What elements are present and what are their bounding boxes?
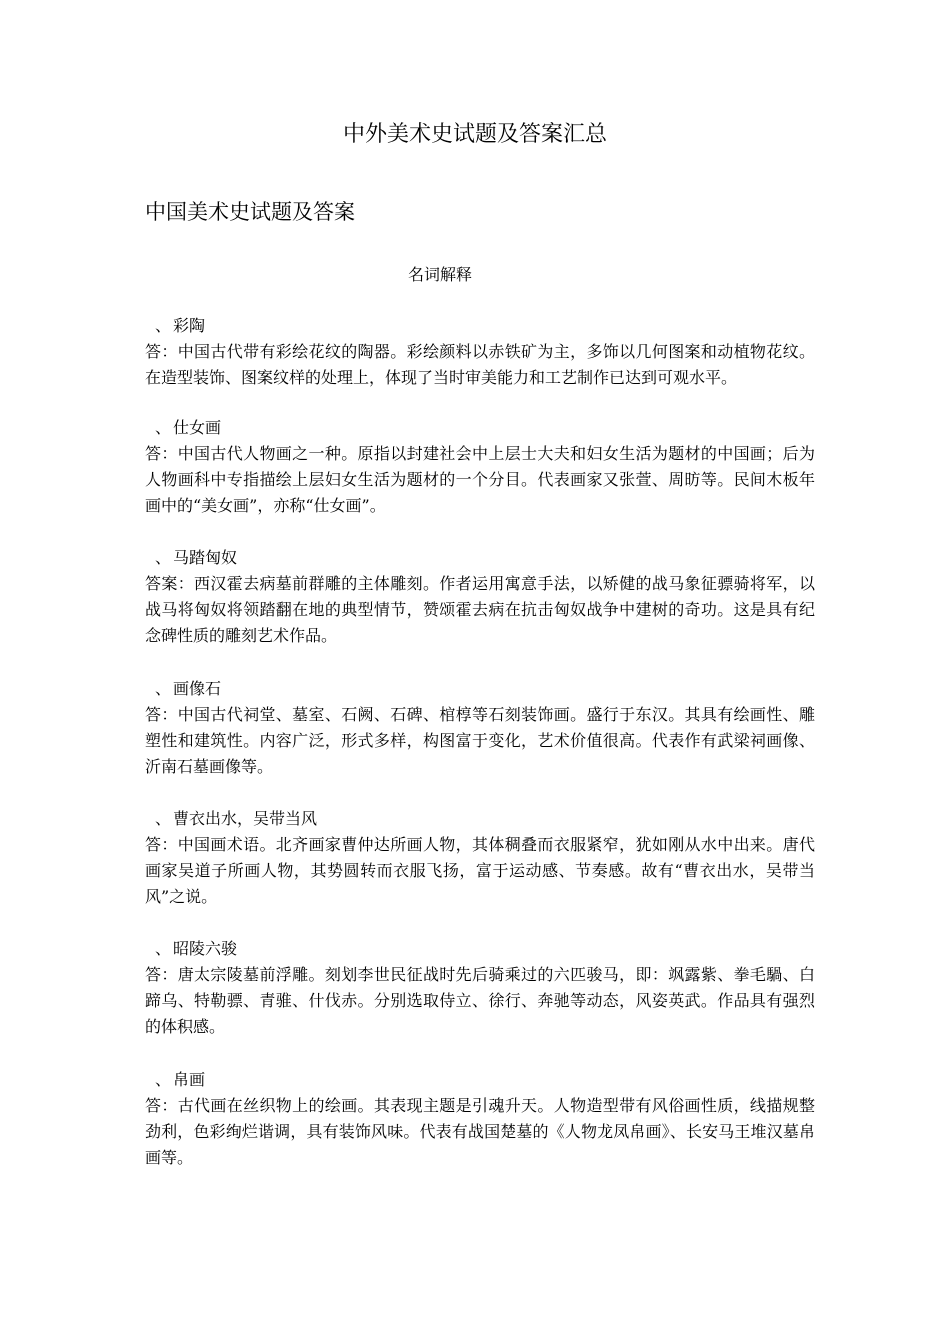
- section-title: 中国美术史试题及答案: [145, 200, 355, 224]
- entry-answer: 答：中国古代带有彩绘花纹的陶器。彩绘颜料以赤铁矿为主，多饰以几何图案和动植物花纹。在造型装饰、图案纹样的处理上，体现了当时审美能力和工艺制作已达到可观水平。: [145, 342, 815, 387]
- entry-term-text: 帛画: [173, 1070, 206, 1089]
- entry-term-text: 画像石: [173, 679, 222, 698]
- entry-prefix: 、: [155, 809, 172, 828]
- entry-prefix: 、: [155, 548, 172, 567]
- entry-list: [145, 313, 815, 1195]
- entry-term-text: 仕女画: [173, 418, 222, 437]
- entry-term: [145, 806, 815, 832]
- entry-prefix: 、: [155, 316, 172, 335]
- entry-term: [145, 545, 815, 571]
- entry-term: [145, 415, 815, 441]
- entry-item: [145, 313, 815, 391]
- entry-prefix: 、: [155, 418, 172, 437]
- document-title: 中外美术史试题及答案汇总: [342, 122, 607, 147]
- entry-term: [145, 313, 815, 339]
- entry-item: [145, 1067, 815, 1171]
- entry-prefix: 、: [155, 679, 172, 698]
- entry-answer: 答：唐太宗陵墓前浮雕。刻划李世民征战时先后骑乘过的六匹骏马，即：飒露紫、拳毛騧、白蹄乌、特勒骠、青骓、什伐赤。分别选取侍立、徐行、奔驰等动态，风姿英武。作品具有强烈的体积感。: [145, 965, 815, 1036]
- entry-answer: 答：中国古代祠堂、墓室、石阙、石碑、棺椁等石刻装饰画。盛行于东汉。其具有绘画性、雕塑性和建筑性。内容广泛，形式多样，构图富于变化，艺术价值很高。代表作有武梁祠画像、沂南石墓画像等。: [145, 705, 815, 776]
- entry-term: [145, 936, 815, 962]
- entry-prefix: 、: [155, 939, 172, 958]
- entry-item: [145, 415, 815, 519]
- sub-heading: 名词解释: [407, 265, 472, 284]
- entry-term-text: 昭陵六骏: [173, 939, 238, 958]
- entry-answer: 答：古代画在丝织物上的绘画。其表现主题是引魂升天。人物造型带有风俗画性质，线描规整劲利，色彩绚烂谐调，具有装饰风味。代表有战国楚墓的《人物龙凤帛画》、长安马王堆汉墓帛画等。: [145, 1096, 815, 1167]
- entry-answer: 答：中国画术语。北齐画家曹仲达所画人物，其体稠叠而衣服紧窄，犹如刚从水中出来。唐代画家吴道子所画人物，其势圆转而衣服飞扬，富于运动感、节奏感。故有“曹衣出水，吴带当风”之说。: [145, 835, 815, 906]
- entry-answer: 答案：西汉霍去病墓前群雕的主体雕刻。作者运用寓意手法，以矫健的战马象征骠骑将军，以战马将匈奴将领踏翻在地的典型情节，赞颂霍去病在抗击匈奴战争中建树的奇功。这是具有纪念碑性质的雕刻艺术作品。: [145, 574, 815, 645]
- entry-item: [145, 545, 815, 649]
- entry-item: [145, 676, 815, 780]
- entry-answer: 答：中国古代人物画之一种。原指以封建社会中上层士大夫和妇女生活为题材的中国画；后为人物画科中专指描绘上层妇女生活为题材的一个分目。代表画家又张萱、周昉等。民间木板年画中的“美女画”，亦称“仕女画”。: [145, 444, 815, 515]
- entry-term-text: 彩陶: [173, 316, 206, 335]
- entry-item: [145, 936, 815, 1040]
- entry-term: [145, 1067, 815, 1093]
- entry-term: [145, 676, 815, 702]
- entry-term-text: 曹衣出水，吴带当风: [173, 809, 318, 828]
- entry-item: [145, 806, 815, 910]
- entry-prefix: 、: [155, 1070, 172, 1089]
- entry-term-text: 马踏匈奴: [173, 548, 238, 567]
